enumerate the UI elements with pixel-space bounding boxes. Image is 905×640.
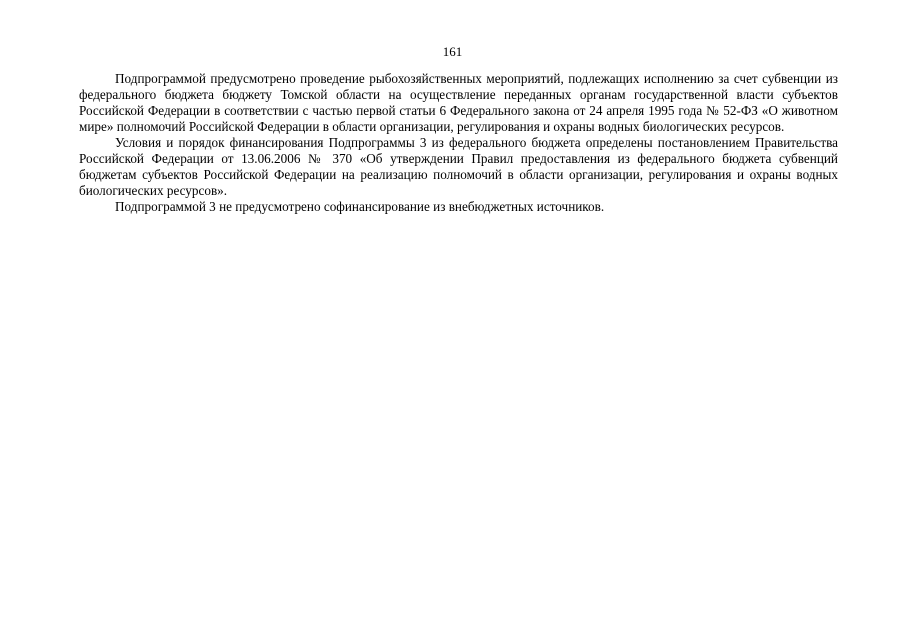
paragraph: Подпрограммой 3 не предусмотрено софинансирование из внебюджетных источников. [115,199,605,214]
page-number: 161 [442,44,463,59]
paragraph: Условия и порядок финансирования Подпрограммы 3 из федерального бюджета определены постановлением Правительства Российской Федерации от 13.06.2006 № 370 «Об утверждении Правил предоставления из федерального бюджета субвенций бюджетам субъектов Российской Федерации на реализацию полномочий в области организации, регулирования и охраны водных биологических ресурсов». [79,135,838,198]
paragraph: Подпрограммой предусмотрено проведение рыбохозяйственных мероприятий, подлежащих исполнению за счет субвенции из федерального бюджета бюджету Томской области на осуществление переданных органам государственной власти субъектов Российской Федерации в соответствии с частью первой статьи 6 Федерального закона от 24 апреля 1995 года № 52-ФЗ «О животном мире» полномочий Российской Федерации в области организации, регулирования и охраны водных биологических ресурсов. [79,71,838,134]
document-body [79,71,838,215]
